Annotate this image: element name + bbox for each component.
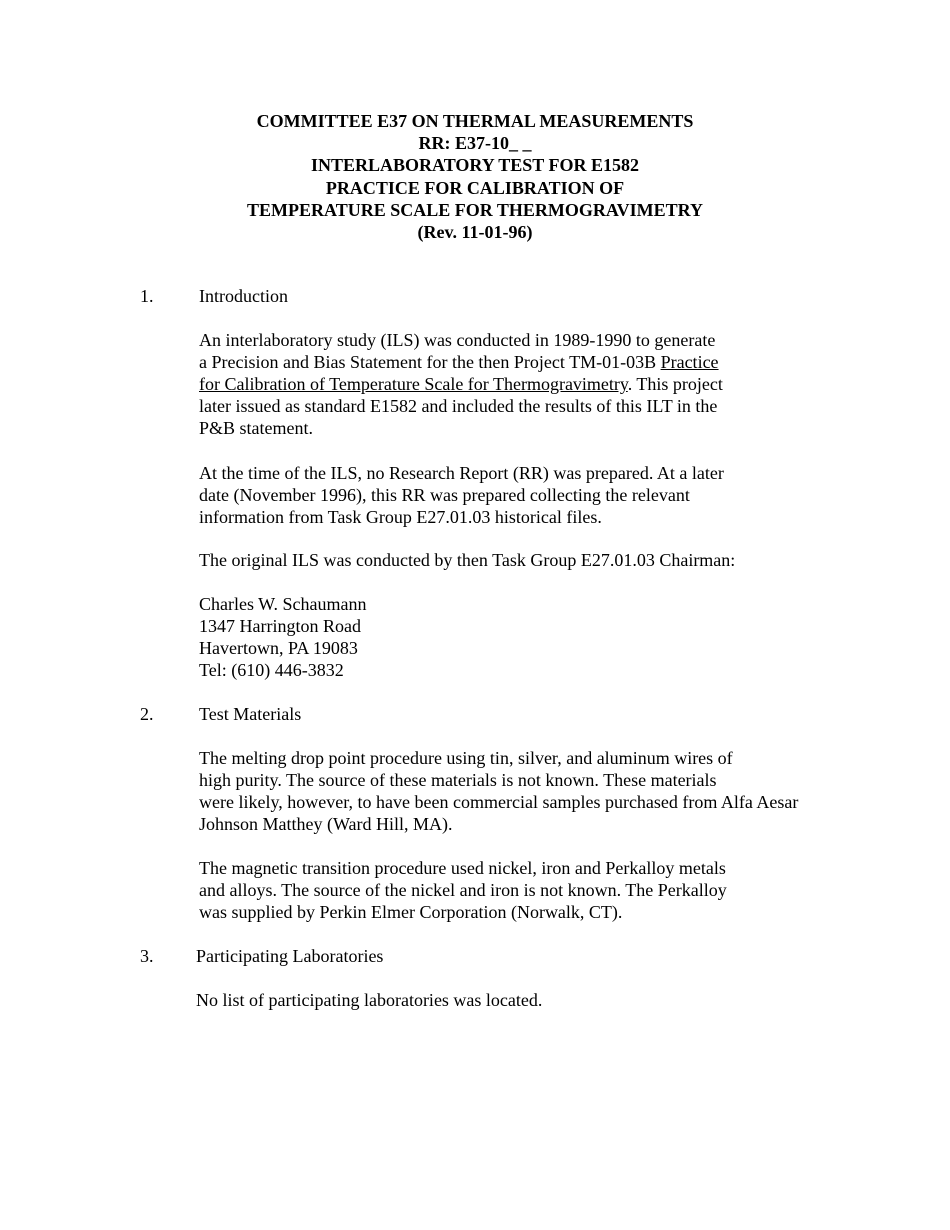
paragraph-line: was supplied by Perkin Elmer Corporation (Norwalk, CT). [199, 902, 623, 922]
section-3-number: 3. [140, 946, 154, 966]
section-1-title: Introduction [199, 286, 288, 306]
section-1-paragraph-2 [199, 462, 724, 528]
paragraph-line: information from Task Group E27.01.03 historical files. [199, 507, 602, 527]
section-2-title: Test Materials [199, 704, 302, 724]
section-1-paragraph-1 [199, 329, 723, 439]
chairman-contact [199, 593, 366, 681]
paragraph-line: An interlaboratory study (ILS) was conducted in 1989-1990 to generate [199, 330, 716, 350]
contact-city: Havertown, PA 19083 [199, 638, 358, 658]
section-1-paragraph-3: The original ILS was conducted by then Task Group E27.01.03 Chairman: [199, 550, 736, 570]
paragraph-line: and alloys. The source of the nickel and iron is not known. The Perkalloy [199, 880, 727, 900]
section-3-paragraph-1: No list of participating laboratories was located. [196, 990, 543, 1010]
paragraph-text: . This project [627, 374, 723, 394]
section-3-title: Participating Laboratories [196, 946, 384, 966]
paragraph-line: The magnetic transition procedure used nickel, iron and Perkalloy metals [199, 858, 726, 878]
paragraph-line: Johnson Matthey (Ward Hill, MA). [199, 814, 453, 834]
paragraph-line: date (November 1996), this RR was prepared collecting the relevant [199, 485, 690, 505]
header-test-title: INTERLABORATORY TEST FOR E1582 [311, 155, 639, 176]
paragraph-line: later issued as standard E1582 and included the results of this ILT in the [199, 396, 718, 416]
header-rr-number: RR: E37-10_ _ [418, 133, 532, 154]
paragraph-line: high purity. The source of these materials is not known. These materials [199, 770, 717, 790]
header-scale: TEMPERATURE SCALE FOR THERMOGRAVIMETRY [247, 199, 703, 220]
paragraph-line: were likely, however, to have been commercial samples purchased from Alfa Aesar [199, 792, 799, 812]
section-1-number: 1. [140, 286, 154, 306]
header-practice: PRACTICE FOR CALIBRATION OF [325, 177, 625, 198]
paragraph-line [199, 373, 723, 395]
paragraph-text: a Precision and Bias Statement for the then Project TM-01-03B [199, 352, 661, 372]
section-2-number: 2. [140, 704, 154, 724]
paragraph-line [199, 351, 723, 373]
contact-phone: Tel: (610) 446-3832 [199, 660, 344, 680]
practice-title-underlined: for Calibration of Temperature Scale for Thermogravimetry [199, 374, 628, 394]
document-header [0, 110, 950, 243]
paragraph-line: P&B statement. [199, 418, 313, 438]
paragraph-line: The melting drop point procedure using tin, silver, and aluminum wires of [199, 748, 733, 768]
section-2-paragraph-2 [199, 857, 727, 923]
practice-title-underlined: Practice [660, 352, 719, 372]
contact-name: Charles W. Schaumann [199, 594, 367, 614]
contact-street: 1347 Harrington Road [199, 616, 361, 636]
section-2-paragraph-1 [199, 747, 798, 835]
header-committee: COMMITTEE E37 ON THERMAL MEASUREMENTS [256, 111, 694, 131]
paragraph-line: At the time of the ILS, no Research Report (RR) was prepared. At a later [199, 463, 724, 483]
header-revision: (Rev. 11-01-96) [417, 222, 533, 243]
